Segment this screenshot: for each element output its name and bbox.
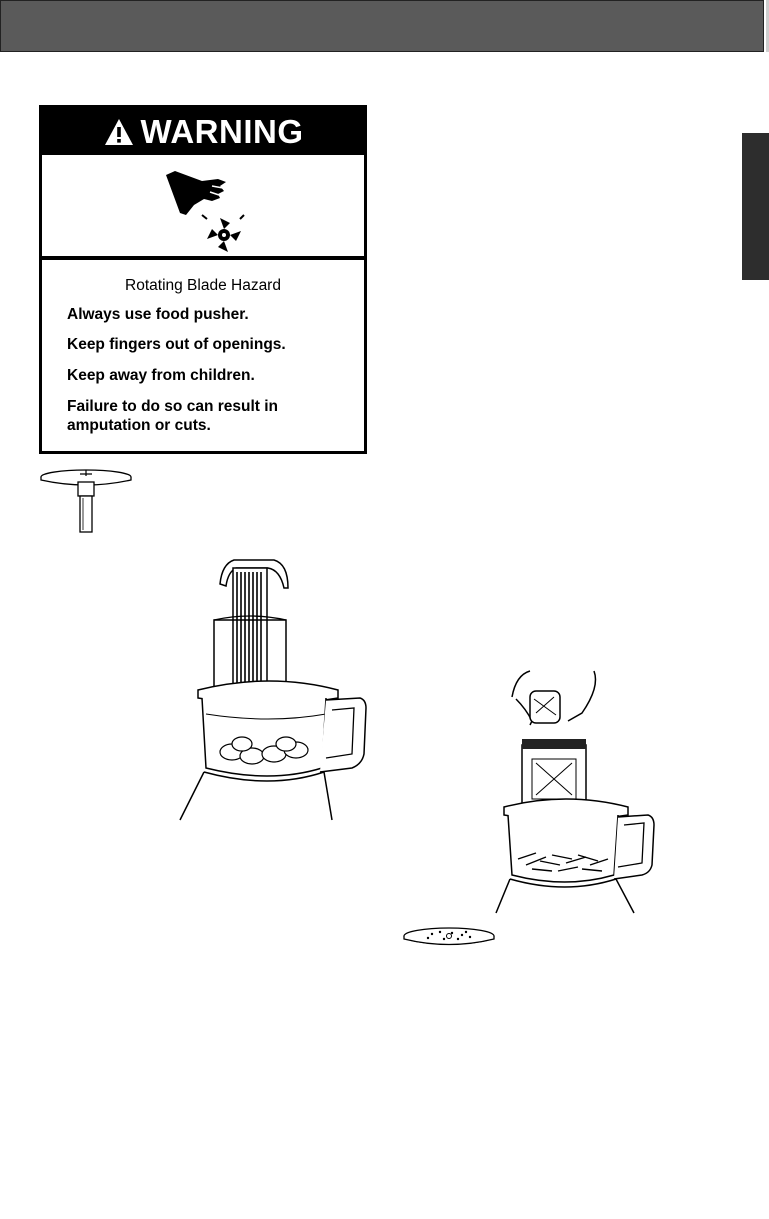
shredding-disc-icon — [402, 926, 496, 950]
food-processor-with-pusher-illustration — [170, 558, 370, 820]
warning-header — [42, 108, 364, 155]
food-processor-with-mini-bowl-illustration — [496, 669, 661, 913]
warning-title: WARNING — [140, 112, 304, 150]
warning-line: Keep away from children. — [67, 367, 255, 384]
warning-line: Keep fingers out of openings. — [67, 336, 286, 353]
hazard-title: Rotating Blade Hazard — [125, 277, 281, 294]
warning-box — [39, 105, 367, 454]
warning-divider — [42, 256, 364, 260]
alert-triangle-icon — [103, 117, 135, 147]
slicing-disc-icon — [40, 468, 150, 534]
language-side-tab — [742, 133, 769, 280]
hazard-pictogram — [42, 155, 364, 255]
warning-line: Failure to do so can result in amputation or cuts. — [67, 398, 279, 434]
hand-and-blade-icon — [42, 155, 364, 255]
header-bar — [0, 0, 764, 52]
warning-line: Always use food pusher. — [67, 306, 249, 323]
